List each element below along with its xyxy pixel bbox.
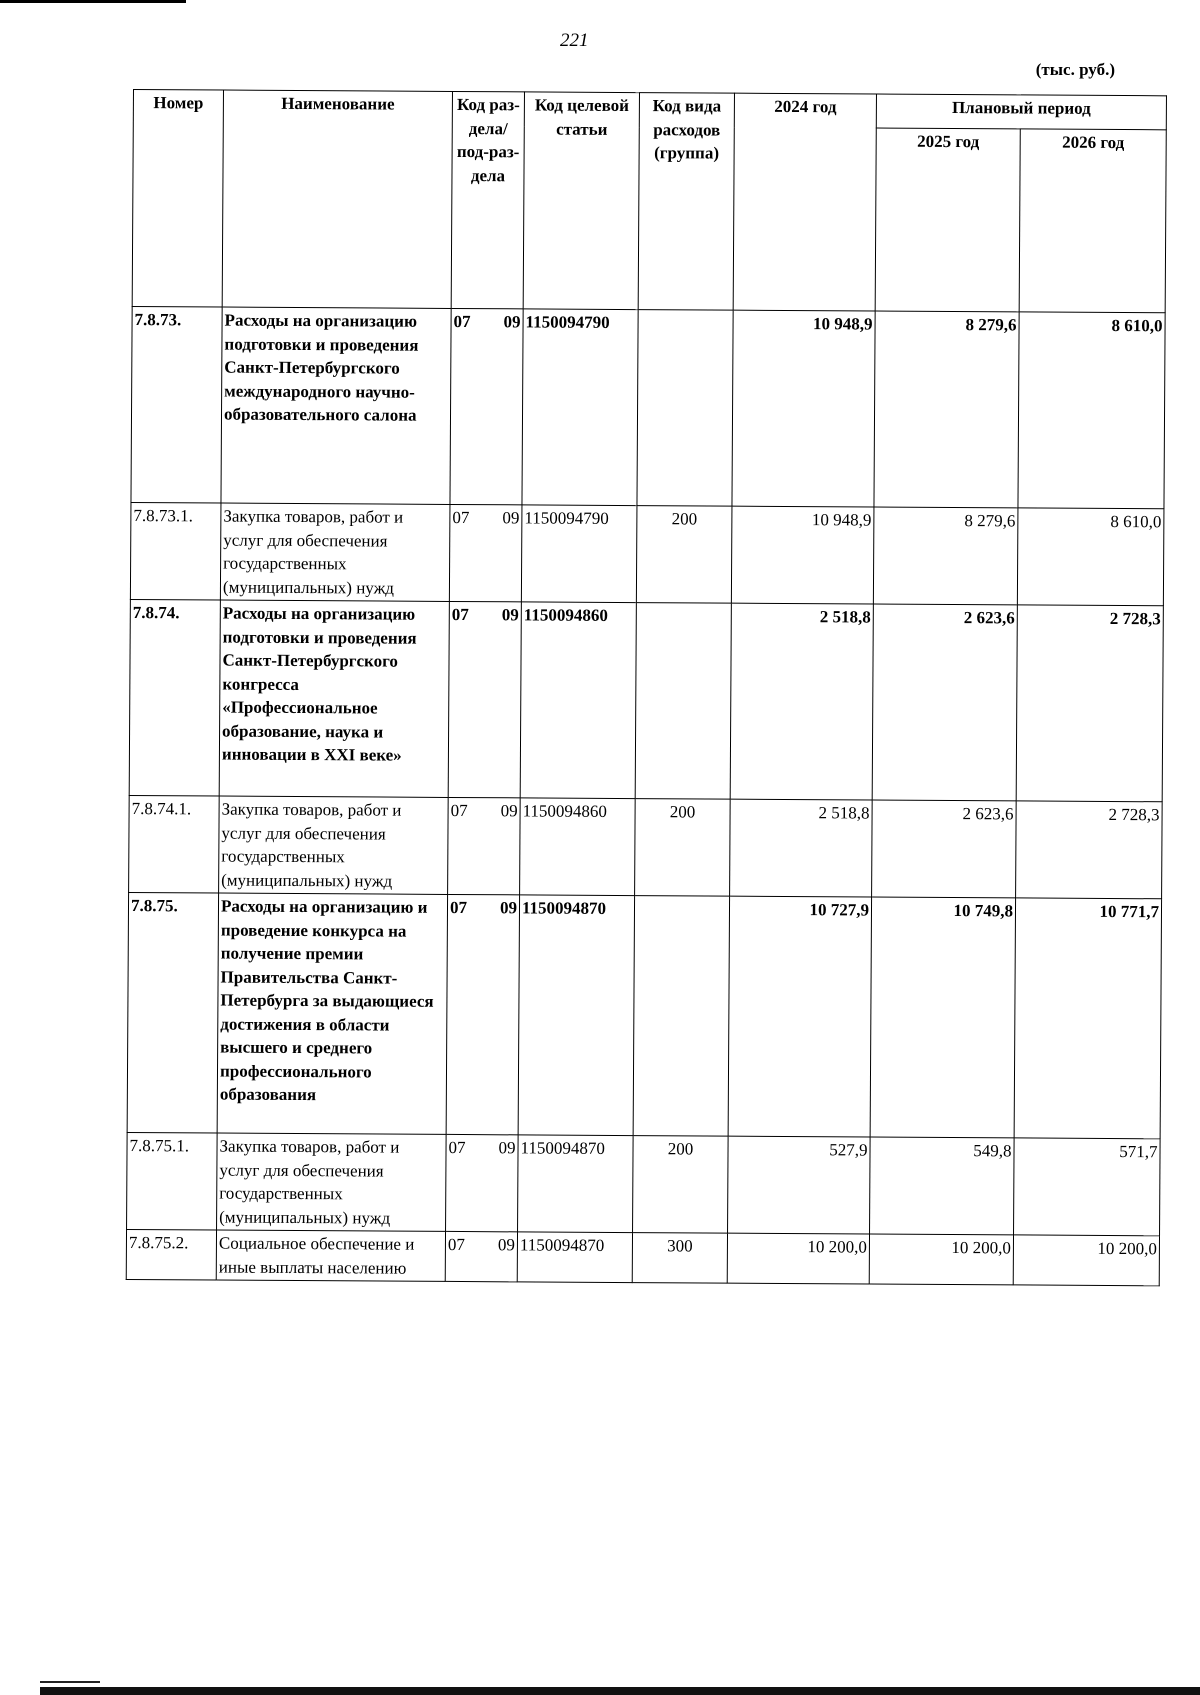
row-section-code (445, 1231, 517, 1281)
row-section-code (446, 1134, 519, 1231)
row-number: 7.8.74. (129, 599, 220, 796)
row-value-2024: 2 518,8 (730, 799, 873, 897)
header-target-code: Код целевой статьи (523, 92, 639, 310)
row-subsection: 09 (498, 1138, 516, 1158)
row-value-2026: 10 771,7 (1014, 898, 1161, 1139)
row-value-2026: 8 610,0 (1017, 508, 1164, 606)
row-section: 07 (453, 311, 471, 332)
row-value-2024: 10 948,9 (731, 506, 874, 604)
row-value-2025: 549,8 (870, 1137, 1015, 1235)
row-number: 7.8.73. (131, 306, 222, 503)
row-target-code: 1150094870 (517, 1232, 632, 1283)
row-subsection: 09 (501, 605, 519, 625)
table-row (126, 1229, 1159, 1285)
budget-table (126, 89, 1167, 1286)
row-target-code: 1150094870 (518, 895, 634, 1136)
row-value-2024: 527,9 (728, 1136, 871, 1234)
row-section-code (448, 601, 521, 797)
row-value-2025: 2 623,6 (872, 800, 1017, 898)
row-subsection: 09 (502, 508, 520, 528)
row-subsection: 09 (503, 312, 521, 332)
row-section-code (448, 797, 521, 894)
row-value-2026: 10 200,0 (1013, 1235, 1159, 1286)
row-target-code: 1150094860 (520, 798, 636, 896)
row-name: Закупка товаров, работ и услуг для обеспечения государственных (муниципальных) нужд (220, 503, 450, 601)
header-plan-period: Плановый период (876, 94, 1166, 130)
row-expense-type (635, 603, 731, 800)
header-2026: 2026 год (1019, 129, 1166, 313)
row-name: Закупка товаров, работ и услуг для обеспечения государственных (муниципальных) нужд (219, 796, 449, 894)
table-body (126, 306, 1165, 1285)
table-row (131, 306, 1165, 508)
row-value-2026: 8 610,0 (1018, 312, 1165, 509)
row-name: Расходы на организацию подготовки и проведения Санкт-Петербургского международного научно-образовательного салона (221, 307, 451, 504)
page-number: 221 (560, 30, 589, 51)
row-section: 07 (449, 897, 468, 918)
row-subsection: 09 (499, 898, 518, 918)
header-number: Номер (132, 90, 223, 308)
table-row (127, 1132, 1161, 1235)
row-subsection: 09 (500, 801, 518, 821)
row-name: Социальное обеспечение и иные выплаты населению (216, 1230, 445, 1281)
row-subsection: 09 (497, 1235, 516, 1255)
row-expense-type: 300 (632, 1233, 727, 1284)
row-target-code: 1150094870 (518, 1135, 634, 1233)
table-row (127, 892, 1161, 1138)
row-number: 7.8.75. (127, 892, 218, 1133)
row-number: 7.8.73.1. (130, 502, 221, 600)
row-target-code: 1150094790 (521, 505, 637, 603)
header-section-code: Код раз-дела/ под-раз-дела (451, 91, 524, 308)
row-value-2025: 10 749,8 (870, 897, 1015, 1138)
units-label: (тыс. руб.) (1035, 60, 1115, 79)
row-expense-type: 200 (635, 799, 731, 897)
row-value-2025: 8 279,6 (873, 507, 1018, 605)
table-row (129, 599, 1163, 801)
header-2025: 2025 год (875, 128, 1020, 312)
table-row (129, 795, 1163, 898)
row-value-2026: 2 728,3 (1016, 605, 1163, 802)
row-value-2024: 10 200,0 (727, 1233, 869, 1284)
row-name: Закупка товаров, работ и услуг для обеспечения государственных (муниципальных) нужд (217, 1133, 447, 1231)
row-name: Расходы на организацию подготовки и проведения Санкт-Петербургского конгресса «Профессиональное образование, наука и инновации в XXI веке» (219, 600, 449, 797)
row-section: 07 (447, 1234, 466, 1255)
row-target-code: 1150094790 (522, 309, 638, 506)
row-section: 07 (452, 507, 470, 528)
row-section-code (446, 894, 519, 1134)
bottom-rule (40, 1687, 1200, 1695)
row-target-code: 1150094860 (520, 602, 636, 799)
row-value-2025: 8 279,6 (874, 311, 1019, 508)
header-row (133, 90, 1166, 130)
row-section-code (450, 308, 523, 504)
row-section-code (449, 504, 522, 601)
row-expense-type (637, 310, 733, 507)
row-expense-type (633, 896, 729, 1137)
row-value-2024: 10 948,9 (732, 310, 875, 507)
row-value-2024: 10 727,9 (728, 896, 871, 1137)
header-2024: 2024 год (733, 93, 876, 311)
row-expense-type: 200 (636, 506, 732, 604)
row-name: Расходы на организацию и проведение конкурса на получение премии Правительства Санкт-Петербурга за выдающиеся достижения в области высшего и среднего профессионального образования (217, 893, 447, 1134)
row-section: 07 (448, 1137, 466, 1158)
row-section: 07 (451, 604, 469, 625)
row-value-2025: 10 200,0 (869, 1234, 1013, 1285)
header-name: Наименование (222, 90, 452, 308)
row-value-2026: 571,7 (1014, 1138, 1161, 1236)
header-expense-type: Код вида расходов (группа) (638, 93, 734, 311)
row-number: 7.8.75.2. (126, 1229, 216, 1280)
row-number: 7.8.74.1. (129, 795, 220, 893)
table-row (130, 502, 1164, 605)
row-expense-type: 200 (633, 1136, 729, 1234)
row-value-2024: 2 518,8 (730, 603, 873, 800)
row-section: 07 (450, 800, 468, 821)
row-value-2025: 2 623,6 (872, 604, 1017, 801)
top-rule (0, 0, 186, 3)
bottom-rule-thin (40, 1681, 100, 1683)
row-value-2026: 2 728,3 (1016, 801, 1163, 899)
row-number: 7.8.75.1. (127, 1132, 218, 1230)
